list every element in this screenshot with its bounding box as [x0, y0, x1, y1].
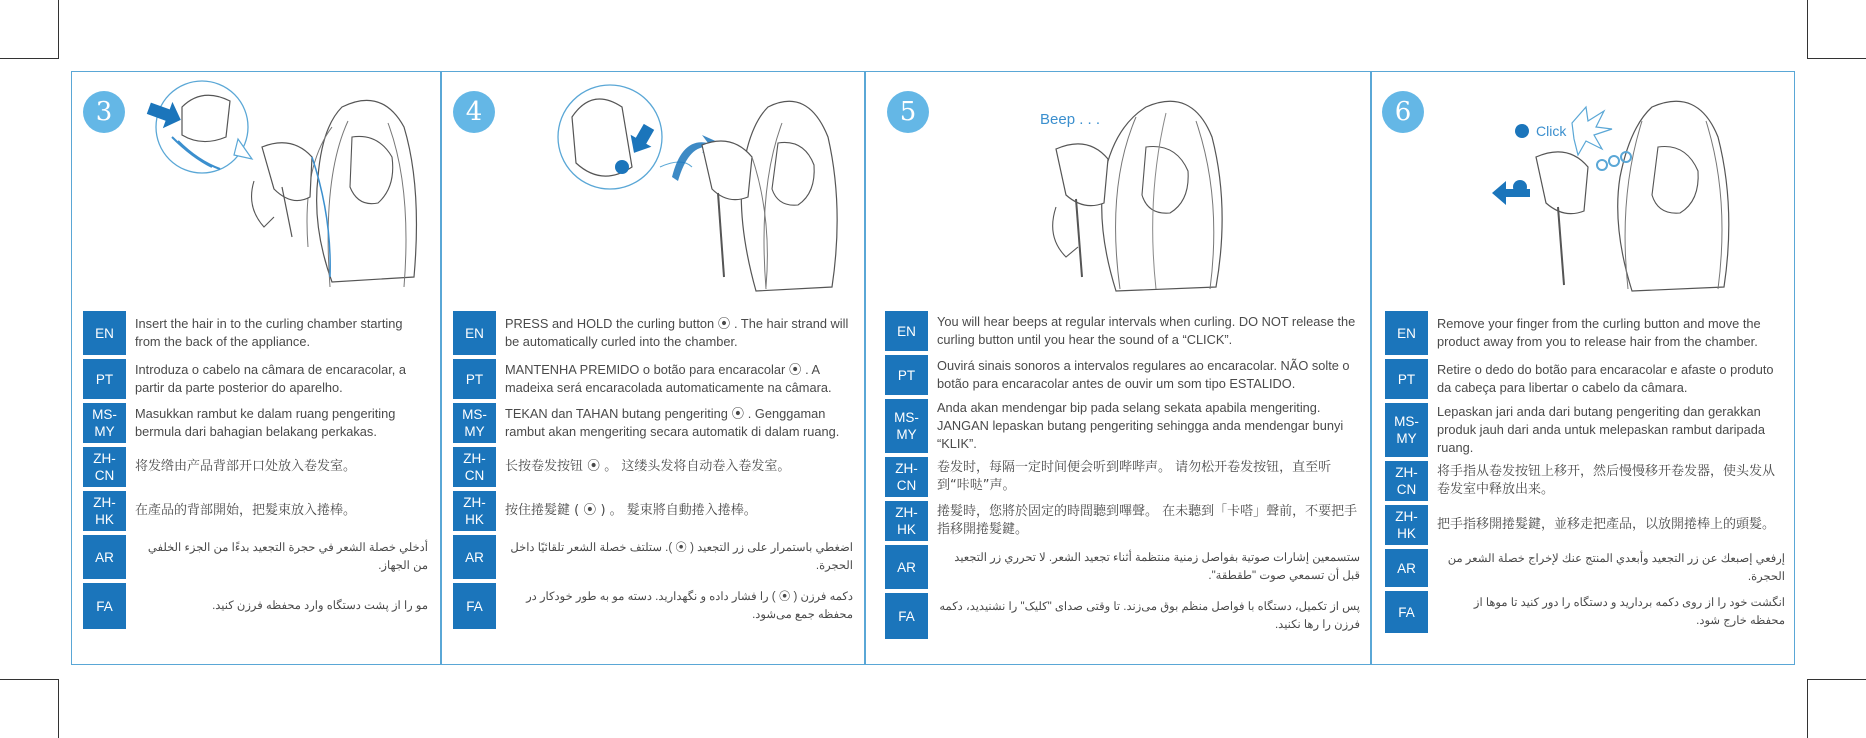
instruction-row-fa: [83, 583, 428, 629]
lang-badge: ZH- HK: [453, 491, 496, 531]
instruction-text: پس از تکمیل، دستگاه با فواصل منظم بوق می‌زند. تا وقتی صدای "کلیک" را نشنیدید، دکمه فرزن را رها نکنید.: [939, 601, 1360, 631]
lang-badge: FA: [1385, 591, 1428, 633]
lang-badge: PT: [83, 359, 126, 399]
lang-badge: MS- MY: [453, 403, 496, 443]
instruction-text: 按住捲髮鍵 ( ⦿ ) 。 髮束將自動捲入捲棒。: [505, 503, 757, 518]
instruction-row-ar: [885, 545, 1360, 589]
lang-badge: PT: [885, 355, 928, 395]
instruction-text: Masukkan rambut ke dalam ruang pengeriting bermula dari bahagian belakang perkakas.: [135, 406, 396, 439]
instruction-row-en: [83, 311, 428, 355]
step-number: 3: [83, 91, 125, 133]
instruction-text: 将发绺由产品背部开口处放入卷发室。: [135, 459, 357, 474]
crop-mark: [0, 679, 59, 680]
crop-mark: [0, 58, 59, 59]
crop-mark: [1807, 58, 1866, 59]
lang-badge: ZH- CN: [83, 447, 126, 487]
click-label: Click: [1536, 123, 1567, 139]
instruction-row-zh-hk: [885, 501, 1360, 541]
instruction-text: اضغطي باستمرار على زر التجعيد ( ⦿ ). ستلتف خصلة الشعر تلقائيًا داخل الحجرة.: [510, 542, 853, 572]
instruction-text: Remove your finger from the curling button and move the product away from you to release hair from the chamber.: [1437, 316, 1761, 349]
instruction-text: انگشت خود را از روی دکمه بردارید و دستگاه را دور کنید تا موها از محفظه خارج شود.: [1473, 597, 1785, 627]
lang-badge: EN: [453, 311, 496, 355]
instruction-text: You will hear beeps at regular intervals when curling. DO NOT release the curling button until you hear the sound of a “CLICK”.: [937, 314, 1356, 347]
lang-badge: FA: [885, 593, 928, 639]
instruction-row-zh-hk: [453, 491, 853, 531]
instruction-text: 将手指从卷发按钮上移开，然后慢慢移开卷发器，使头发从卷发室中释放出来。: [1437, 464, 1776, 497]
step-panel-3: [72, 71, 440, 665]
instruction-text: Lepaskan jari anda dari butang pengeriting dan gerakkan produk jauh dari anda untuk melepaskan rambut daripada ruang.: [1437, 404, 1765, 455]
instruction-row-zh-hk: [1385, 505, 1785, 545]
lang-badge: AR: [453, 535, 496, 579]
lang-badge: EN: [83, 311, 126, 355]
instruction-row-pt: [885, 355, 1360, 395]
lang-badge: EN: [1385, 311, 1428, 355]
lang-badge: ZH- HK: [83, 491, 126, 531]
instruction-text: مو را از پشت دستگاه وارد محفظه فرزن کنید.: [212, 600, 428, 612]
step-number: 4: [453, 91, 495, 133]
instruction-row-fa: [453, 583, 853, 629]
lang-badge: ZH- HK: [885, 501, 928, 541]
language-rows: [885, 311, 1360, 643]
instruction-row-pt: [83, 359, 428, 399]
instruction-text: إرفعي إصبعك عن زر التجعيد وأبعدي المنتج عنك لإخراج خصلة الشعر من الحجرة.: [1447, 553, 1785, 583]
instruction-text: MANTENHA PREMIDO o botão para encaracolar ⦿ . A madeixa será encaracolada automaticamente na câmara.: [505, 362, 832, 395]
instruction-row-zh-cn: [1385, 461, 1785, 501]
lang-badge: ZH- HK: [1385, 505, 1428, 545]
beep-illustration: [996, 77, 1296, 307]
instruction-text: أدخلي خصلة الشعر في حجرة التجعيد بدءًا من الجزء الخلفي من الجهاز.: [147, 542, 428, 572]
lang-badge: ZH- CN: [1385, 461, 1428, 501]
instruction-text: 长按卷发按钮 ⦿ 。 这缕头发将自动卷入卷发室。: [505, 459, 791, 474]
instruction-text: Introduza o cabelo na câmara de encaracolar, a partir da parte posterior do aparelho.: [135, 362, 407, 395]
lang-badge: MS- MY: [885, 399, 928, 453]
lang-badge: ZH- CN: [453, 447, 496, 487]
instruction-row-pt: [453, 359, 853, 399]
instruction-row-ms-my: [885, 399, 1360, 453]
instruction-row-ar: [83, 535, 428, 579]
step-panel-4: [442, 71, 864, 665]
instruction-row-en: [1385, 311, 1785, 355]
instruction-text: دکمه فرزن ( ⦿ ) را فشار داده و نگهدارید. دسته مو به طور خودکار در محفظه جمع می‌شود.: [526, 591, 853, 621]
hair-insert-illustration: [142, 77, 442, 307]
instruction-row-fa: [885, 593, 1360, 639]
press-hold-illustration: [552, 77, 852, 307]
lang-badge: AR: [83, 535, 126, 579]
lang-badge: ZH- CN: [885, 457, 928, 497]
instruction-row-ms-my: [453, 403, 853, 443]
lang-badge: AR: [885, 545, 928, 589]
instruction-text: Retire o dedo do botão para encaracolar e afaste o produto da cabeça para libertar o cabelo da câmara.: [1437, 362, 1774, 395]
instruction-text: TEKAN dan TAHAN butang pengeriting ⦿ . Genggaman rambut akan mengeriting secara automatik di dalam ruang.: [505, 406, 840, 439]
lang-badge: MS- MY: [1385, 403, 1428, 457]
instruction-row-ms-my: [1385, 403, 1785, 457]
instruction-row-en: [885, 311, 1360, 351]
instruction-text: 把手指移開捲髮鍵，並移走把產品，以放開捲棒上的頭髮。: [1437, 517, 1776, 532]
lang-badge: AR: [1385, 549, 1428, 587]
lang-badge: PT: [453, 359, 496, 399]
instruction-row-ar: [1385, 549, 1785, 587]
crop-mark: [1807, 679, 1808, 738]
instruction-row-en: [453, 311, 853, 355]
lang-badge: FA: [453, 583, 496, 629]
lang-badge: FA: [83, 583, 126, 629]
language-rows: [1385, 311, 1785, 637]
instruction-text: ستسمعين إشارات صوتية بفواصل زمنية منتظمة أثناء تجعيد الشعر. لا تحرري زر التجعيد قبل أن تسمعي صوت "طقطقة".: [954, 552, 1360, 582]
instruction-text: Anda akan mendengar bip pada selang sekata apabila mengeriting. JANGAN lepaskan butang pengeriting sehingga anda mendengar bunyi “KLIK”.: [937, 400, 1344, 451]
crop-mark: [58, 679, 59, 738]
lang-badge: PT: [1385, 359, 1428, 399]
instruction-row-zh-cn: [885, 457, 1360, 497]
lang-badge: EN: [885, 311, 928, 351]
step-number: 5: [887, 91, 929, 133]
crop-mark: [1807, 679, 1866, 680]
lang-badge: MS- MY: [83, 403, 126, 443]
language-rows: [83, 311, 428, 633]
instruction-row-ar: [453, 535, 853, 579]
crop-mark: [1807, 0, 1808, 58]
instruction-text: Ouvirá sinais sonoros a intervalos regulares ao encaracolar. NÃO solte o botão para encaracolar antes de ouvir um som tipo ESTALIDO.: [937, 358, 1350, 391]
instruction-row-ms-my: [83, 403, 428, 443]
instruction-row-zh-cn: [83, 447, 428, 487]
instruction-text: 卷发时，每隔一定时间便会听到哔哔声。 请勿松开卷发按钮，直至听到“咔哒”声。: [937, 460, 1332, 493]
beep-label: Beep . . .: [1040, 111, 1101, 128]
instruction-row-pt: [1385, 359, 1785, 399]
instruction-row-fa: [1385, 591, 1785, 633]
step-panel-6: [1372, 71, 1794, 665]
language-rows: [453, 311, 853, 633]
instruction-text: PRESS and HOLD the curling button ⦿ . The hair strand will be automatically curled into the chamber.: [505, 316, 849, 349]
release-illustration: [1462, 77, 1762, 307]
instruction-text: 在產品的背部開始，把髮束放入捲棒。: [135, 503, 357, 518]
step-number: 6: [1382, 91, 1424, 133]
instruction-row-zh-cn: [453, 447, 853, 487]
crop-mark: [58, 0, 59, 58]
instruction-row-zh-hk: [83, 491, 428, 531]
instruction-text: 捲髮時，您將於固定的時間聽到嗶聲。 在未聽到「卡嗒」聲前，不要把手指移開捲髮鍵。: [937, 504, 1358, 537]
step-panel-5: [866, 71, 1370, 665]
instruction-text: Insert the hair in to the curling chamber starting from the back of the appliance.: [135, 316, 403, 349]
